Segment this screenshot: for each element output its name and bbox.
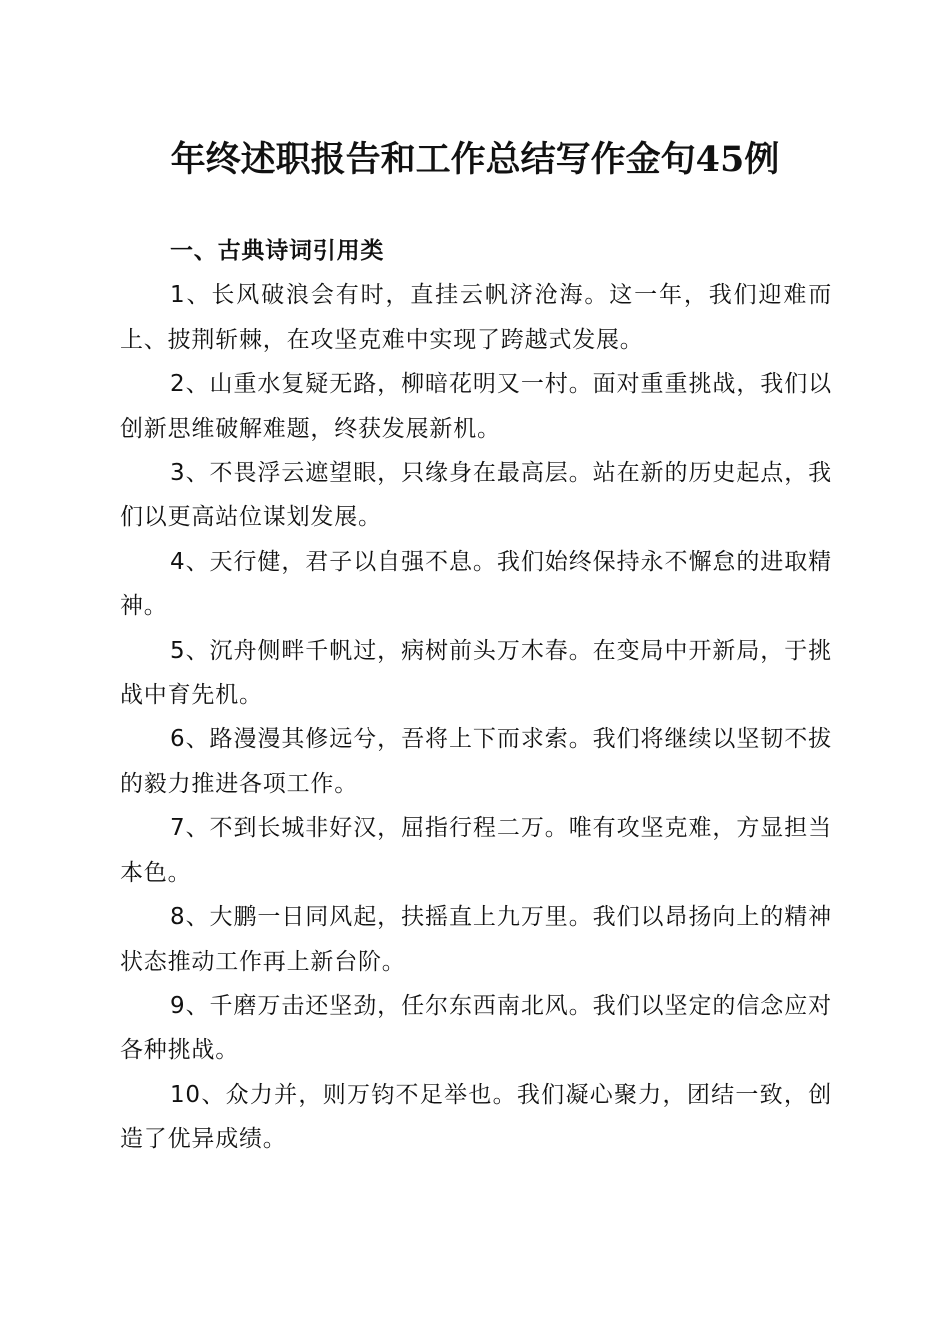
quote-entry-10: 10、众力并，则万钧不足举也。我们凝心聚力，团结一致，创造了优异成绩。 bbox=[120, 1081, 832, 1153]
document-body bbox=[120, 229, 832, 1162]
quote-entry-6: 6、路漫漫其修远兮，吾将上下而求索。我们将继续以坚韧不拔的毅力推进各项工作。 bbox=[120, 726, 832, 797]
quote-entry-7: 7、不到长城非好汉，屈指行程二万。唯有攻坚克难，方显担当本色。 bbox=[120, 815, 832, 886]
quote-entry-5: 5、沉舟侧畔千帆过，病树前头万木春。在变局中开新局，于挑战中育先机。 bbox=[120, 637, 832, 709]
quote-entry-3: 3、不畏浮云遮望眼，只缘身在最高层。站在新的历史起点，我们以更高站位谋划发展。 bbox=[120, 460, 832, 531]
quote-entry-8: 8、大鹏一日同风起，扶摇直上九万里。我们以昂扬向上的精神状态推动工作再上新台阶。 bbox=[120, 904, 832, 975]
quote-entry-1: 1、长风破浪会有时，直挂云帆济沧海。这一年，我们迎难而上、披荆斩棘，在攻坚克难中实现了跨越式发展。 bbox=[120, 282, 832, 353]
quote-entry-4: 4、天行健，君子以自强不息。我们始终保持永不懈怠的进取精神。 bbox=[120, 548, 832, 620]
section-heading: 一、古典诗词引用类 bbox=[170, 238, 385, 264]
quote-entry-9: 9、千磨万击还坚劲，任尔东西南北风。我们以坚定的信念应对各种挑战。 bbox=[120, 992, 832, 1064]
quote-entry-2: 2、山重水复疑无路，柳暗花明又一村。面对重重挑战，我们以创新思维破解难题，终获发展新机。 bbox=[120, 371, 832, 442]
document-title: 年终述职报告和工作总结写作金句45例 bbox=[170, 139, 780, 180]
